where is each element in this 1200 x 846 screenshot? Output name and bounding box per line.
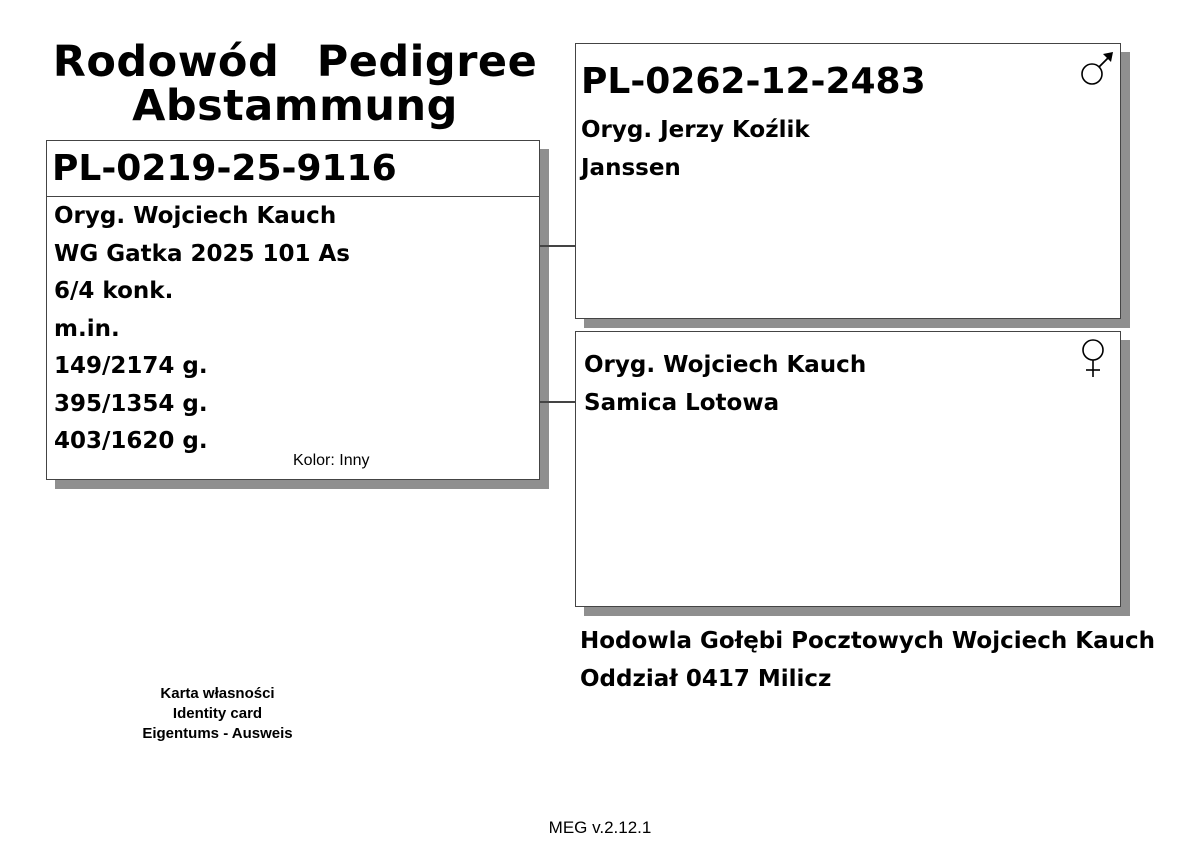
pedigree-title xyxy=(40,37,550,131)
breeder-name: Hodowla Gołębi Pocztowych Wojciech Kauch xyxy=(580,628,1155,654)
breeder-section: Oddział 0417 Milicz xyxy=(580,666,832,692)
male-symbol-icon xyxy=(1078,48,1118,88)
subject-ring-header xyxy=(47,141,539,197)
card-label-en: Identity card xyxy=(172,705,263,722)
mother-line: Samica Lotowa xyxy=(584,389,780,416)
subject-line: WG Gatka 2025 101 As xyxy=(54,240,351,267)
mother-details xyxy=(584,347,866,422)
mother-line: Oryg. Wojciech Kauch xyxy=(584,352,867,378)
father-line: Janssen xyxy=(581,154,681,181)
father-connector xyxy=(540,245,576,247)
identity-card-label xyxy=(100,684,335,744)
card-label-de: Eigentums - Ausweis xyxy=(142,725,293,742)
subject-ring-number: PL-0219-25-9116 xyxy=(52,148,397,189)
mother-box xyxy=(575,331,1121,607)
color-label: Kolor: Inny xyxy=(293,452,370,469)
subject-details xyxy=(54,198,350,461)
version-label: MEG v.2.12.1 xyxy=(548,818,652,837)
mother-connector xyxy=(540,401,576,403)
subject-line: 6/4 konk. xyxy=(54,278,174,304)
female-symbol-icon xyxy=(1078,337,1108,379)
subject-line: m.in. xyxy=(54,315,120,342)
subject-line: 395/1354 g. xyxy=(54,390,208,417)
father-ring-number: PL-0262-12-2483 xyxy=(581,61,926,102)
title-line-2: Abstammung xyxy=(132,81,458,131)
subject-line: Oryg. Wojciech Kauch xyxy=(54,203,337,229)
breeder-info xyxy=(580,622,1155,698)
father-box xyxy=(575,43,1121,319)
father-line: Oryg. Jerzy Koźlik xyxy=(581,117,810,143)
subject-line: 403/1620 g. xyxy=(54,428,208,454)
father-details xyxy=(581,112,810,187)
subject-box xyxy=(46,140,540,480)
subject-line: 149/2174 g. xyxy=(54,353,208,379)
card-label-pl: Karta własności xyxy=(160,685,275,702)
title-line-1: Rodowód Pedigree xyxy=(52,37,538,87)
